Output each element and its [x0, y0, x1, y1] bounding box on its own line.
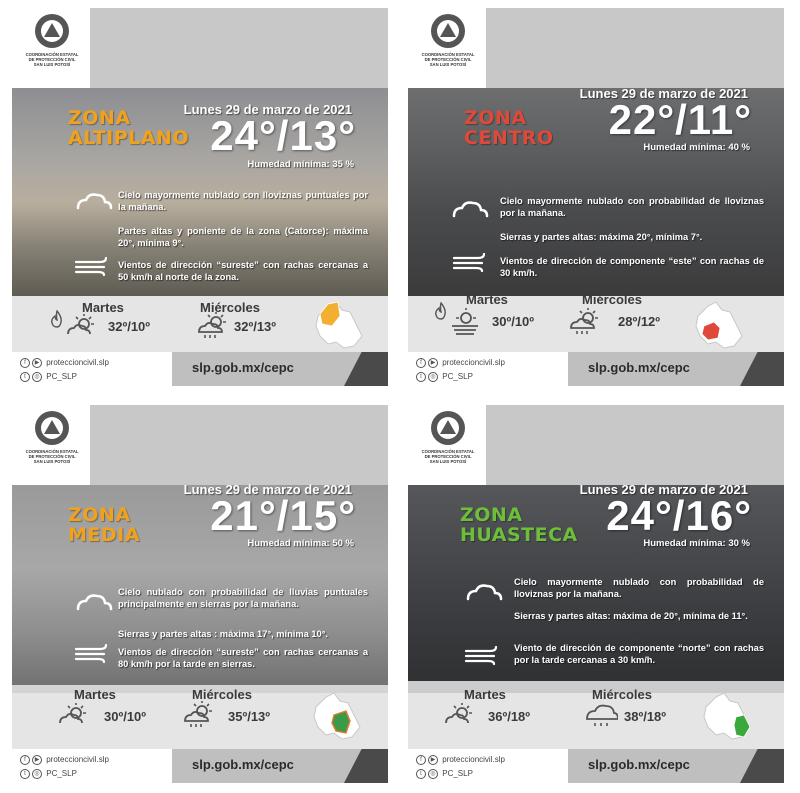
org-line3: SAN LUIS POTOSÍ [429, 459, 467, 464]
social-twitter-instagram[interactable] [20, 372, 77, 382]
header-gray-band [486, 8, 784, 88]
state-map [690, 296, 750, 352]
social-handle-fb: proteccioncivil.slp [46, 755, 109, 765]
forecast-card-huasteca [408, 405, 784, 783]
partly-cloudy-icon [444, 703, 474, 727]
day2-temp: 35º/13º [228, 709, 271, 724]
wind-icon [74, 643, 110, 663]
day2-label: Miércoles [192, 687, 252, 702]
forecast-card-media [12, 405, 388, 783]
website-link[interactable]: slp.gob.mx/cepc [192, 360, 294, 375]
date-label: Lunes 29 de marzo de 2021 [579, 86, 748, 101]
social-facebook-youtube[interactable] [416, 358, 505, 368]
zone-name [460, 505, 578, 545]
org-line3: SAN LUIS POTOSÍ [33, 459, 71, 464]
day2-temp: 38º/18º [624, 709, 667, 724]
facebook-icon: f [416, 358, 426, 368]
twitter-icon: t [20, 769, 30, 779]
org-line2: DE PROTECCIÓN CIVIL [424, 454, 472, 459]
social-twitter-instagram[interactable] [416, 372, 473, 382]
humidity-label: Humedad mínima: 35 % [247, 159, 354, 170]
day1-label: Martes [82, 300, 124, 315]
flame-icon [50, 310, 64, 328]
rain-cloud-icon [584, 701, 618, 731]
facebook-icon: f [416, 755, 426, 765]
sky-description: Cielo mayormente nublado con lloviznas puntuales por la mañana. [118, 190, 368, 212]
facebook-icon: f [20, 358, 30, 368]
rain-cloud-icon [196, 312, 230, 342]
org-logo [416, 12, 480, 67]
day1-label: Martes [74, 687, 116, 702]
org-logo [416, 409, 480, 464]
cloud-icon [74, 591, 114, 613]
humidity-label: Humedad mínima: 30 % [643, 538, 750, 549]
twitter-icon: t [416, 769, 426, 779]
date-label: Lunes 29 de marzo de 2021 [183, 482, 352, 497]
day1-label: Martes [464, 687, 506, 702]
wind-description: Vientos de dirección “sureste” con rachas cercanas a 80 km/h por la tarde en sierras. [118, 647, 368, 669]
org-line2: DE PROTECCIÓN CIVIL [28, 454, 76, 459]
wind-icon [452, 252, 488, 272]
zone-name [464, 108, 554, 148]
forecast-card-centro [408, 8, 784, 386]
org-line2: DE PROTECCIÓN CIVIL [424, 57, 472, 62]
org-line3: SAN LUIS POTOSÍ [33, 62, 71, 67]
rain-cloud-icon [182, 701, 216, 731]
cloud-icon [464, 581, 504, 603]
org-name [20, 449, 84, 464]
social-handle-fb: proteccioncivil.slp [46, 358, 109, 368]
day1-temp: 32º/10º [108, 319, 151, 334]
org-logo [20, 409, 84, 464]
social-handle-tw: PC_SLP [442, 769, 473, 779]
instagram-icon: ◎ [428, 372, 438, 382]
zone-label: ALTIPLANO [68, 127, 189, 149]
social-handle-tw: PC_SLP [46, 372, 77, 382]
humidity-label: Humedad mínima: 50 % [247, 538, 354, 549]
zone-label: HUASTECA [460, 524, 578, 546]
forecast-card-altiplano [12, 8, 388, 386]
instagram-icon: ◎ [32, 769, 42, 779]
org-line1: COORDINACIÓN ESTATAL [421, 449, 475, 454]
day2-label: Miércoles [200, 300, 260, 315]
instagram-icon: ◎ [428, 769, 438, 779]
social-handle-tw: PC_SLP [442, 372, 473, 382]
temperature-range: 24°/16° [606, 492, 752, 539]
wind-description: Vientos de dirección “sureste” con rachas cercanas a 50 km/h al norte de la zona. [118, 260, 368, 282]
day2-label: Miércoles [592, 687, 652, 702]
social-facebook-youtube[interactable] [416, 755, 505, 765]
partly-cloudy-icon [58, 703, 88, 727]
zone-word: ZONA [68, 107, 131, 129]
wind-description: Vientos de dirección de componente “este” con rachas de 30 km/h. [500, 256, 764, 278]
state-map [698, 687, 760, 747]
day2-label: Miércoles [582, 292, 642, 307]
temps-description: Sierras y partes altas : máxima 17°, mínima 10°. [118, 629, 329, 639]
social-facebook-youtube[interactable] [20, 358, 109, 368]
website-link[interactable]: slp.gob.mx/cepc [588, 757, 690, 772]
zone-name [68, 108, 189, 148]
zone-name [68, 505, 140, 545]
temps-description: Partes altas y poniente de la zona (Catorce): máxima 20°, mínima 9°. [118, 226, 368, 248]
date-label: Lunes 29 de marzo de 2021 [183, 102, 352, 117]
fog-sun-icon [448, 308, 482, 336]
humidity-label: Humedad mínima: 40 % [643, 142, 750, 153]
state-map [310, 296, 366, 352]
temps-description: Sierras y partes altas: máxima de 20°, mínima de 11°. [514, 611, 748, 621]
org-name [416, 449, 480, 464]
twitter-icon: t [416, 372, 426, 382]
temperature-range: 22°/11° [608, 96, 752, 143]
day1-temp: 30º/10º [492, 314, 535, 329]
org-line1: COORDINACIÓN ESTATAL [25, 449, 79, 454]
rain-cloud-icon [568, 308, 602, 338]
social-twitter-instagram[interactable] [20, 769, 77, 779]
cloud-icon [450, 198, 490, 220]
day2-temp: 32º/13º [234, 319, 277, 334]
day1-temp: 36º/18º [488, 709, 531, 724]
cloud-icon [74, 190, 114, 212]
website-link[interactable]: slp.gob.mx/cepc [192, 757, 294, 772]
org-line3: SAN LUIS POTOSÍ [429, 62, 467, 67]
sky-description: Cielo mayormente nublado con probabilidad de lloviznas por la mañana. [500, 196, 764, 218]
org-name [20, 52, 84, 67]
day1-temp: 30º/10º [104, 709, 147, 724]
day1-label: Martes [466, 292, 508, 307]
instagram-icon: ◎ [32, 372, 42, 382]
org-line1: COORDINACIÓN ESTATAL [421, 52, 475, 57]
temperature-range: 21°/15° [210, 492, 356, 539]
header-gray-band [486, 405, 784, 485]
youtube-icon: ▶ [32, 755, 42, 765]
social-twitter-instagram[interactable] [416, 769, 473, 779]
org-name [416, 52, 480, 67]
wind-description: Viento de dirección de componente “norte” con rachas por la tarde cercanas a 30 km/h. [514, 643, 764, 665]
social-facebook-youtube[interactable] [20, 755, 109, 765]
date-label: Lunes 29 de marzo de 2021 [579, 482, 748, 497]
wind-icon [464, 645, 500, 665]
org-line1: COORDINACIÓN ESTATAL [25, 52, 79, 57]
state-map [308, 687, 368, 747]
social-handle-fb: proteccioncivil.slp [442, 358, 505, 368]
header-gray-band [90, 405, 388, 485]
youtube-icon: ▶ [428, 358, 438, 368]
wind-icon [74, 256, 110, 276]
org-line2: DE PROTECCIÓN CIVIL [28, 57, 76, 62]
zone-word: ZONA [464, 107, 527, 129]
website-link[interactable]: slp.gob.mx/cepc [588, 360, 690, 375]
header-gray-band [90, 8, 388, 88]
social-handle-fb: proteccioncivil.slp [442, 755, 505, 765]
sky-description: Cielo mayormente nublado con probabilidad de lloviznas por la mañana. [514, 577, 764, 599]
zone-word: ZONA [68, 504, 131, 526]
twitter-icon: t [20, 372, 30, 382]
zone-label: CENTRO [464, 127, 554, 149]
org-logo [20, 12, 84, 67]
partly-cloudy-icon [66, 314, 96, 338]
zone-word: ZONA [460, 504, 523, 526]
day2-temp: 28º/12º [618, 314, 661, 329]
zone-label: MEDIA [68, 524, 140, 546]
youtube-icon: ▶ [32, 358, 42, 368]
facebook-icon: f [20, 755, 30, 765]
social-handle-tw: PC_SLP [46, 769, 77, 779]
temperature-range: 24°/13° [210, 112, 356, 159]
youtube-icon: ▶ [428, 755, 438, 765]
flame-icon [434, 302, 448, 320]
sky-description: Cielo nublado con probabilidad de lluvias puntuales principalmente en sierras por la mañana. [118, 587, 368, 609]
temps-description: Sierras y partes altas: máxima 20°, mínima 7°. [500, 232, 703, 242]
